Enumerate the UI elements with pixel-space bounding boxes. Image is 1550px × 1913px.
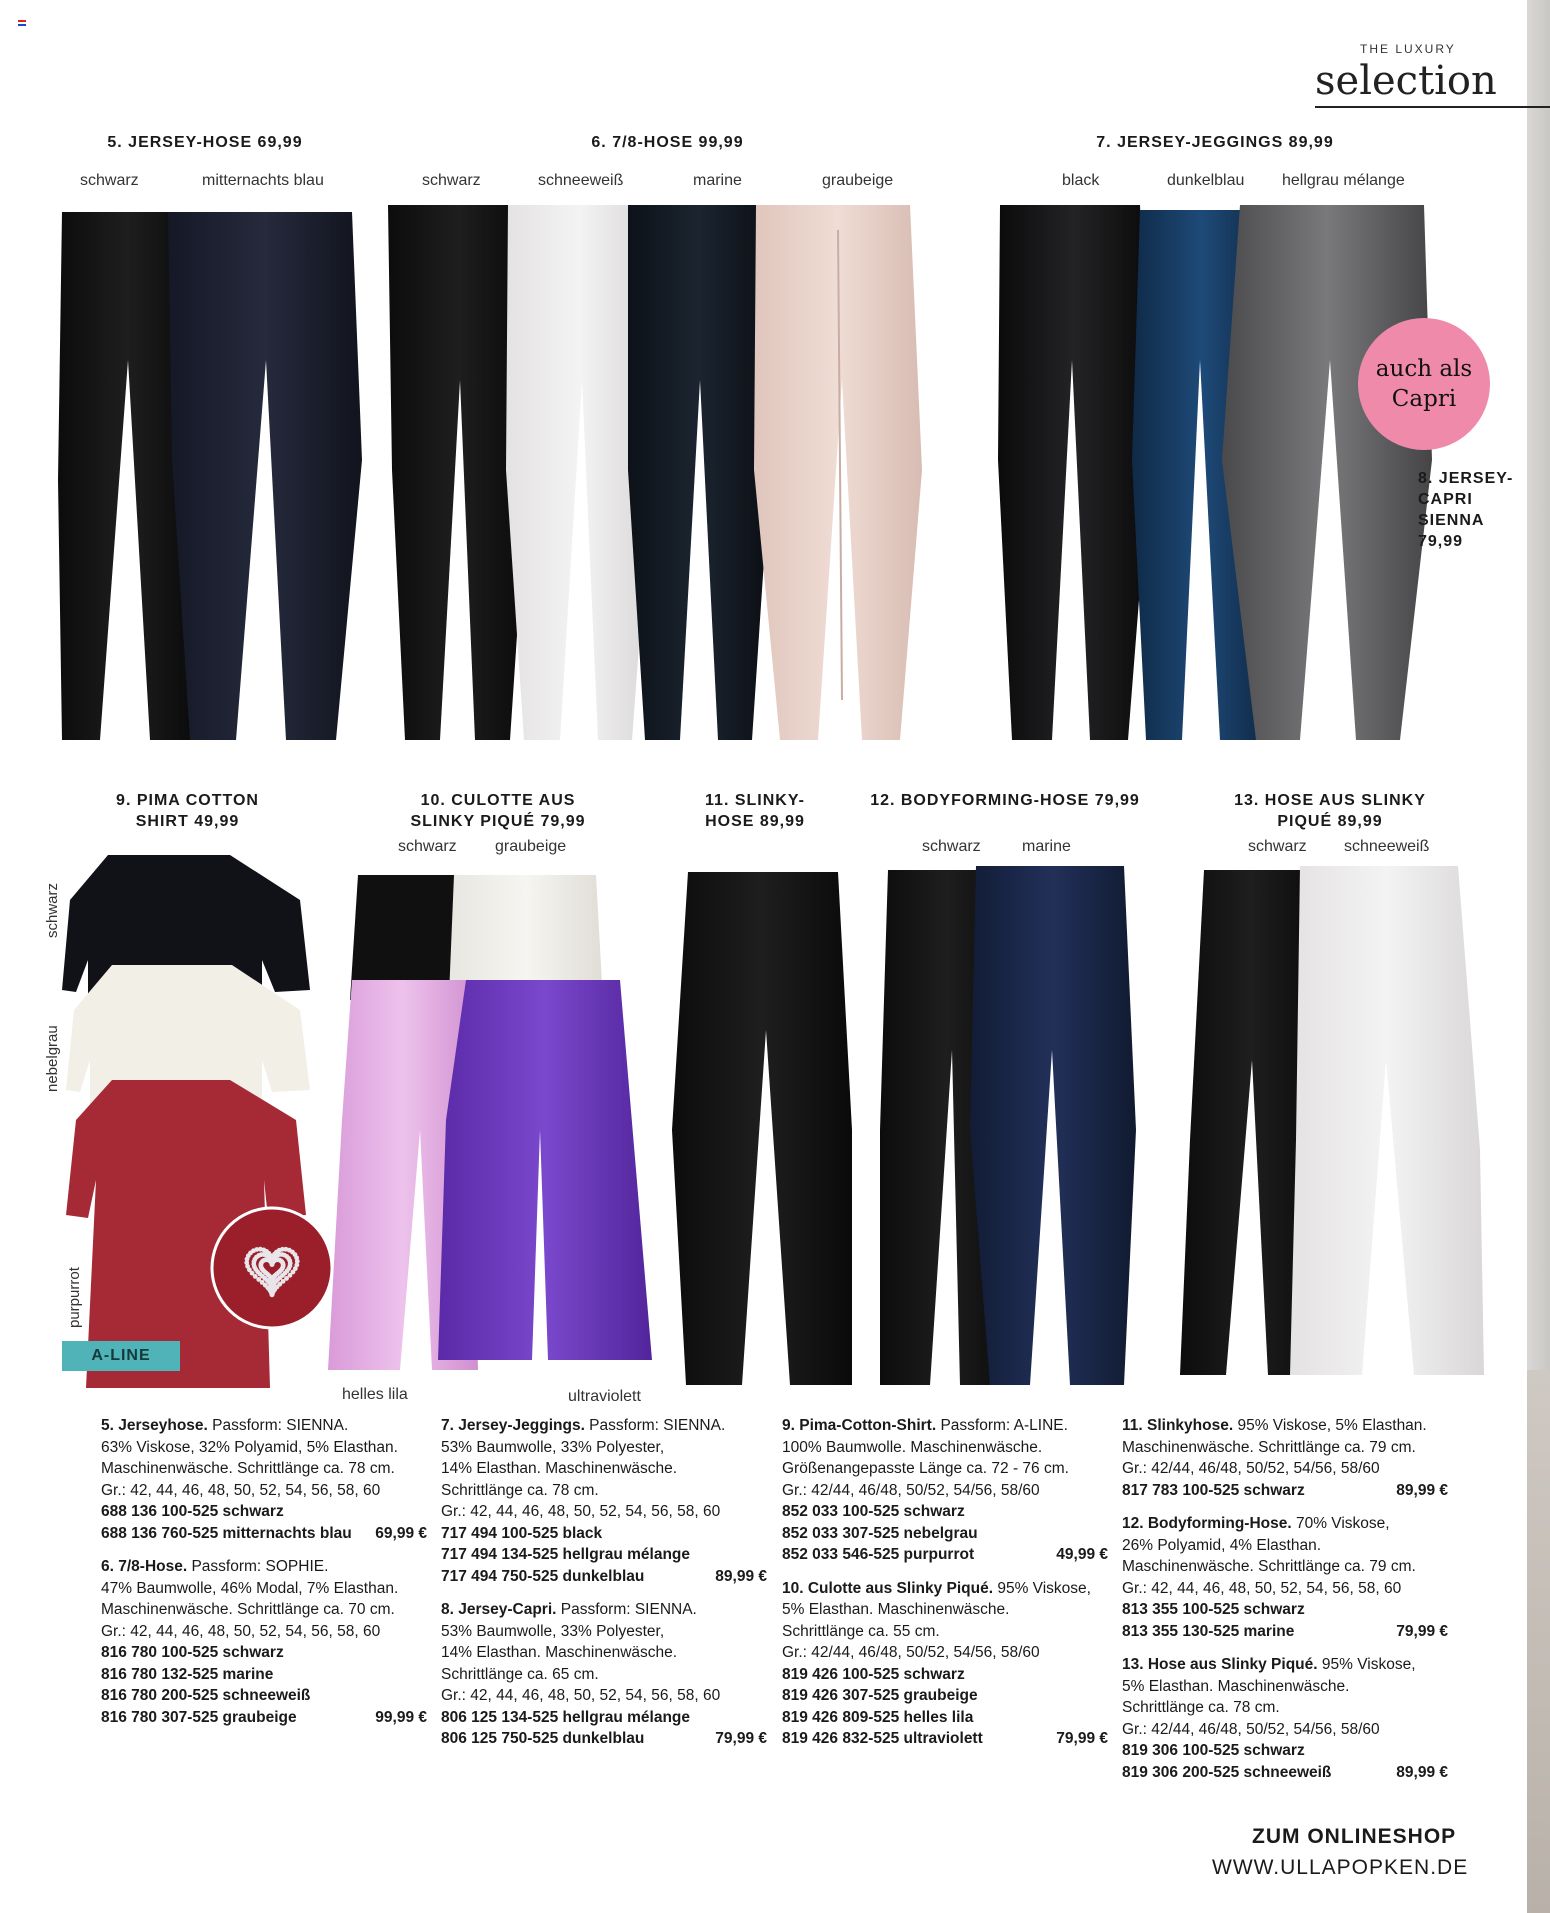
- description-heading: 10. Culotte aus Slinky Piqué.: [782, 1579, 994, 1597]
- description-text: Größenangepasste Länge ca. 72 - 76 cm.: [782, 1460, 1069, 1477]
- article-number: 717 494 134-525 hellgrau mélange: [441, 1546, 691, 1563]
- product-description: [101, 1415, 427, 1544]
- sticker-line: Capri: [1391, 386, 1457, 412]
- color-label: schwarz: [922, 838, 981, 855]
- article-number: 819 306 200-525 schneeweiß: [1122, 1763, 1332, 1781]
- description-text: 26% Polyamid, 4% Elasthan.: [1122, 1536, 1322, 1554]
- color-label: ultraviolett: [568, 1388, 641, 1405]
- color-label: black: [1062, 172, 1100, 189]
- description-text: Gr.: 42, 44, 46, 48, 50, 52, 54, 56, 58, 60: [441, 1687, 721, 1704]
- product-description: [1122, 1513, 1448, 1642]
- article-number: 819 306 100-525 schwarz: [1122, 1742, 1305, 1759]
- description-text: Maschinenwäsche. Schrittlänge ca. 78 cm.: [101, 1460, 395, 1477]
- jeggings-black: [998, 205, 1150, 740]
- color-label-vertical: nebelgrau: [44, 1025, 61, 1092]
- description-text: 95% Viskose, 5% Elasthan.: [1233, 1417, 1427, 1434]
- brand-title: selection: [1315, 58, 1497, 104]
- culotte-ultraviolett: [438, 980, 652, 1360]
- product-title-8: [1418, 468, 1513, 552]
- description-text: 14% Elasthan. Maschinenwäsche.: [441, 1460, 678, 1477]
- description-text: 47% Baumwolle, 46% Modal, 7% Elasthan.: [101, 1579, 399, 1597]
- article-number-row: [441, 1544, 767, 1566]
- price: 89,99 €: [1396, 1763, 1448, 1781]
- jersey-hose-mitternachtsblau: [168, 212, 362, 740]
- brand-kicker: THE LUXURY: [1360, 42, 1456, 56]
- article-number: 813 355 100-525 schwarz: [1122, 1601, 1305, 1618]
- bodyforming-marine: [970, 866, 1136, 1385]
- slinky-hose-schwarz: [672, 872, 852, 1385]
- product-title-10: [398, 790, 598, 832]
- article-number-row: [782, 1501, 1108, 1523]
- a-line-badge: A-LINE: [62, 1341, 180, 1371]
- article-number-row: [101, 1642, 427, 1664]
- description-heading: 9. Pima-Cotton-Shirt.: [782, 1417, 937, 1434]
- description-text: Maschinenwäsche. Schrittlänge ca. 79 cm.: [1122, 1558, 1416, 1575]
- product-description: [441, 1599, 767, 1750]
- article-number-row: [441, 1707, 767, 1729]
- article-number: 852 033 307-525 nebelgrau: [782, 1524, 978, 1542]
- article-number-row: [782, 1685, 1108, 1707]
- description-text: 14% Elasthan. Maschinenwäsche.: [441, 1644, 678, 1661]
- article-number: 816 780 100-525 schwarz: [101, 1644, 284, 1661]
- description-text: Gr.: 42, 44, 46, 48, 50, 52, 54, 56, 58, 60: [1122, 1579, 1402, 1597]
- product-title-13: [1225, 790, 1435, 832]
- title-line: SHIRT 49,99: [135, 813, 240, 830]
- product-description: [1122, 1654, 1448, 1783]
- title-line: 79,99: [1418, 533, 1464, 550]
- description-text: Schrittlänge ca. 78 cm.: [441, 1481, 599, 1499]
- price: 99,99 €: [375, 1708, 427, 1726]
- description-text: Maschinenwäsche. Schrittlänge ca. 79 cm.: [1122, 1438, 1416, 1456]
- desc-column: [441, 1415, 767, 1762]
- title-line: 8. JERSEY-: [1418, 470, 1514, 487]
- color-label: dunkelblau: [1167, 172, 1245, 189]
- description-text: Passform: A-LINE.: [936, 1417, 1068, 1434]
- article-number: 819 426 307-525 graubeige: [782, 1687, 978, 1704]
- description-text: Gr.: 42, 44, 46, 48, 50, 52, 54, 56, 58, 60: [441, 1503, 721, 1520]
- color-label-vertical: schwarz: [44, 882, 61, 938]
- article-number-row: [441, 1728, 767, 1750]
- product-description: [782, 1578, 1108, 1750]
- onlineshop-heading: ZUM ONLINESHOP: [1252, 1825, 1457, 1848]
- article-number-row: [1122, 1599, 1448, 1621]
- description-heading: 5. Jerseyhose.: [101, 1417, 208, 1434]
- slinky-pique-schneeweiss: [1290, 866, 1484, 1375]
- article-number-row: [782, 1523, 1108, 1545]
- description-text: Gr.: 42/44, 46/48, 50/52, 54/56, 58/60: [1122, 1720, 1380, 1738]
- article-number-row: [1122, 1480, 1448, 1502]
- description-text: 63% Viskose, 32% Polyamid, 5% Elasthan.: [101, 1438, 398, 1456]
- description-heading: 6. 7/8-Hose.: [101, 1558, 188, 1575]
- article-number: 817 783 100-525 schwarz: [1122, 1481, 1305, 1499]
- description-text: 5% Elasthan. Maschinenwäsche.: [1122, 1677, 1350, 1695]
- description-text: 5% Elasthan. Maschinenwäsche.: [782, 1601, 1010, 1618]
- color-label: graubeige: [495, 838, 567, 855]
- article-number-row: [782, 1707, 1108, 1729]
- title-line: 13. HOSE AUS SLINKY: [1234, 792, 1426, 809]
- description-heading: 8. Jersey-Capri.: [441, 1601, 557, 1618]
- description-text: 95% Viskose,: [1317, 1656, 1416, 1673]
- product-title-5: 5. JERSEY-HOSE 69,99: [107, 134, 303, 151]
- description-text: Passform: SIENNA.: [556, 1601, 697, 1618]
- article-number-row: [441, 1566, 767, 1588]
- product-title-6: 6. 7/8-HOSE 99,99: [591, 134, 744, 151]
- description-heading: 11. Slinkyhose.: [1122, 1417, 1234, 1434]
- onlineshop-link[interactable]: WWW.ULLAPOPKEN.DE: [1212, 1856, 1469, 1879]
- desc-column: [101, 1415, 427, 1740]
- article-number-row: [441, 1523, 767, 1545]
- color-label: schneeweiß: [1344, 838, 1430, 855]
- title-line: PIQUÉ 89,99: [1277, 813, 1383, 830]
- article-number-row: [101, 1523, 427, 1545]
- description-text: Passform: SIENNA.: [207, 1417, 349, 1434]
- title-line: HOSE 89,99: [705, 813, 805, 830]
- article-number-row: [101, 1707, 427, 1729]
- color-label: schneeweiß: [538, 172, 624, 189]
- color-label: schwarz: [80, 172, 139, 189]
- color-label: schwarz: [422, 172, 481, 189]
- heart-detail-circle: [212, 1208, 332, 1328]
- color-label: hellgrau mélange: [1282, 172, 1405, 189]
- description-text: 53% Baumwolle, 33% Polyester,: [441, 1438, 665, 1456]
- color-label: marine: [1022, 838, 1071, 855]
- article-number: 816 780 200-525 schneeweiß: [101, 1687, 311, 1704]
- article-number-row: [1122, 1740, 1448, 1762]
- price: 89,99 €: [715, 1567, 767, 1585]
- article-number-row: [101, 1685, 427, 1707]
- price: 89,99 €: [1396, 1481, 1448, 1499]
- description-text: Schrittlänge ca. 78 cm.: [1122, 1699, 1280, 1716]
- title-line: CAPRI: [1418, 491, 1473, 508]
- product-description: [101, 1556, 427, 1728]
- desc-column: [1122, 1415, 1448, 1795]
- description-text: Gr.: 42, 44, 46, 48, 50, 52, 54, 56, 58, 60: [101, 1622, 381, 1640]
- description-heading: 7. Jersey-Jeggings.: [441, 1417, 585, 1434]
- color-label: marine: [693, 172, 742, 189]
- color-label: helles lila: [342, 1386, 408, 1403]
- article-number: 816 780 132-525 marine: [101, 1665, 274, 1683]
- description-text: Gr.: 42/44, 46/48, 50/52, 54/56, 58/60: [782, 1481, 1040, 1499]
- description-heading: 12. Bodyforming-Hose.: [1122, 1515, 1292, 1532]
- description-text: Gr.: 42, 44, 46, 48, 50, 52, 54, 56, 58, 60: [101, 1481, 381, 1499]
- title-line: 9. PIMA COTTON: [116, 792, 259, 809]
- product-title-11: [690, 790, 820, 832]
- product-description: [441, 1415, 767, 1587]
- description-text: Passform: SOPHIE.: [187, 1558, 329, 1575]
- description-text: Maschinenwäsche. Schrittlänge ca. 70 cm.: [101, 1601, 395, 1618]
- article-number: 819 426 100-525 schwarz: [782, 1665, 965, 1683]
- title-line: SIENNA: [1418, 512, 1485, 529]
- description-text: Passform: SIENNA.: [584, 1417, 726, 1434]
- price: 69,99 €: [375, 1524, 427, 1542]
- article-number-row: [101, 1501, 427, 1523]
- article-number: 813 355 130-525 marine: [1122, 1622, 1295, 1640]
- description-text: 53% Baumwolle, 33% Polyester,: [441, 1622, 665, 1640]
- article-number-row: [782, 1664, 1108, 1686]
- article-number: 688 136 760-525 mitternachts blau: [101, 1524, 352, 1542]
- description-text: Gr.: 42/44, 46/48, 50/52, 54/56, 58/60: [1122, 1460, 1380, 1477]
- article-number-row: [782, 1544, 1108, 1566]
- price: 49,99 €: [1056, 1546, 1108, 1563]
- color-label: graubeige: [822, 172, 894, 189]
- article-number-row: [101, 1664, 427, 1686]
- description-text: 100% Baumwolle. Maschinenwäsche.: [782, 1438, 1043, 1456]
- description-text: Gr.: 42/44, 46/48, 50/52, 54/56, 58/60: [782, 1644, 1040, 1661]
- title-line: SLINKY PIQUÉ 79,99: [410, 813, 586, 830]
- article-number: 806 125 750-525 dunkelblau: [441, 1730, 645, 1747]
- product-title-12: 12. BODYFORMING-HOSE 79,99: [870, 792, 1140, 809]
- price: 79,99 €: [1056, 1730, 1108, 1747]
- capri-sticker: [1358, 318, 1490, 450]
- article-number: 816 780 307-525 graubeige: [101, 1708, 297, 1726]
- article-number: 806 125 134-525 hellgrau mélange: [441, 1708, 691, 1726]
- color-label-vertical: purpurrot: [66, 1267, 83, 1328]
- description-text: 95% Viskose,: [993, 1579, 1091, 1597]
- article-number: 717 494 100-525 black: [441, 1524, 603, 1542]
- price: 79,99 €: [1396, 1622, 1448, 1640]
- title-line: 11. SLINKY-: [705, 792, 805, 809]
- article-number-row: [1122, 1762, 1448, 1784]
- description-heading: 13. Hose aus Slinky Piqué.: [1122, 1656, 1318, 1673]
- description-text: Schrittlänge ca. 65 cm.: [441, 1665, 599, 1683]
- rhinestone: [270, 1258, 275, 1263]
- sticker-line: auch als: [1375, 356, 1473, 382]
- description-text: 70% Viskose,: [1291, 1515, 1390, 1532]
- product-description: [782, 1415, 1108, 1566]
- color-label: mitternachts blau: [202, 172, 324, 189]
- product-description: [1122, 1415, 1448, 1501]
- product-title-7: 7. JERSEY-JEGGINGS 89,99: [1096, 134, 1334, 151]
- price: 79,99 €: [715, 1730, 767, 1747]
- color-label: schwarz: [398, 838, 457, 855]
- title-line: 10. CULOTTE AUS: [420, 792, 576, 809]
- article-number: 852 033 546-525 purpurrot: [782, 1546, 975, 1563]
- article-number: 819 426 809-525 helles lila: [782, 1708, 974, 1726]
- jeggings-hellgrau: [1222, 205, 1432, 740]
- article-number: 852 033 100-525 schwarz: [782, 1503, 965, 1520]
- desc-column: [782, 1415, 1108, 1762]
- product-title-9: [90, 790, 285, 832]
- 78-hose-marine: [628, 205, 770, 740]
- article-number-row: [1122, 1621, 1448, 1643]
- article-number: 819 426 832-525 ultraviolett: [782, 1730, 983, 1747]
- article-number: 717 494 750-525 dunkelblau: [441, 1567, 645, 1585]
- article-number-row: [782, 1728, 1108, 1750]
- article-number: 688 136 100-525 schwarz: [101, 1503, 284, 1520]
- color-label: schwarz: [1248, 838, 1307, 855]
- description-text: Schrittlänge ca. 55 cm.: [782, 1622, 940, 1640]
